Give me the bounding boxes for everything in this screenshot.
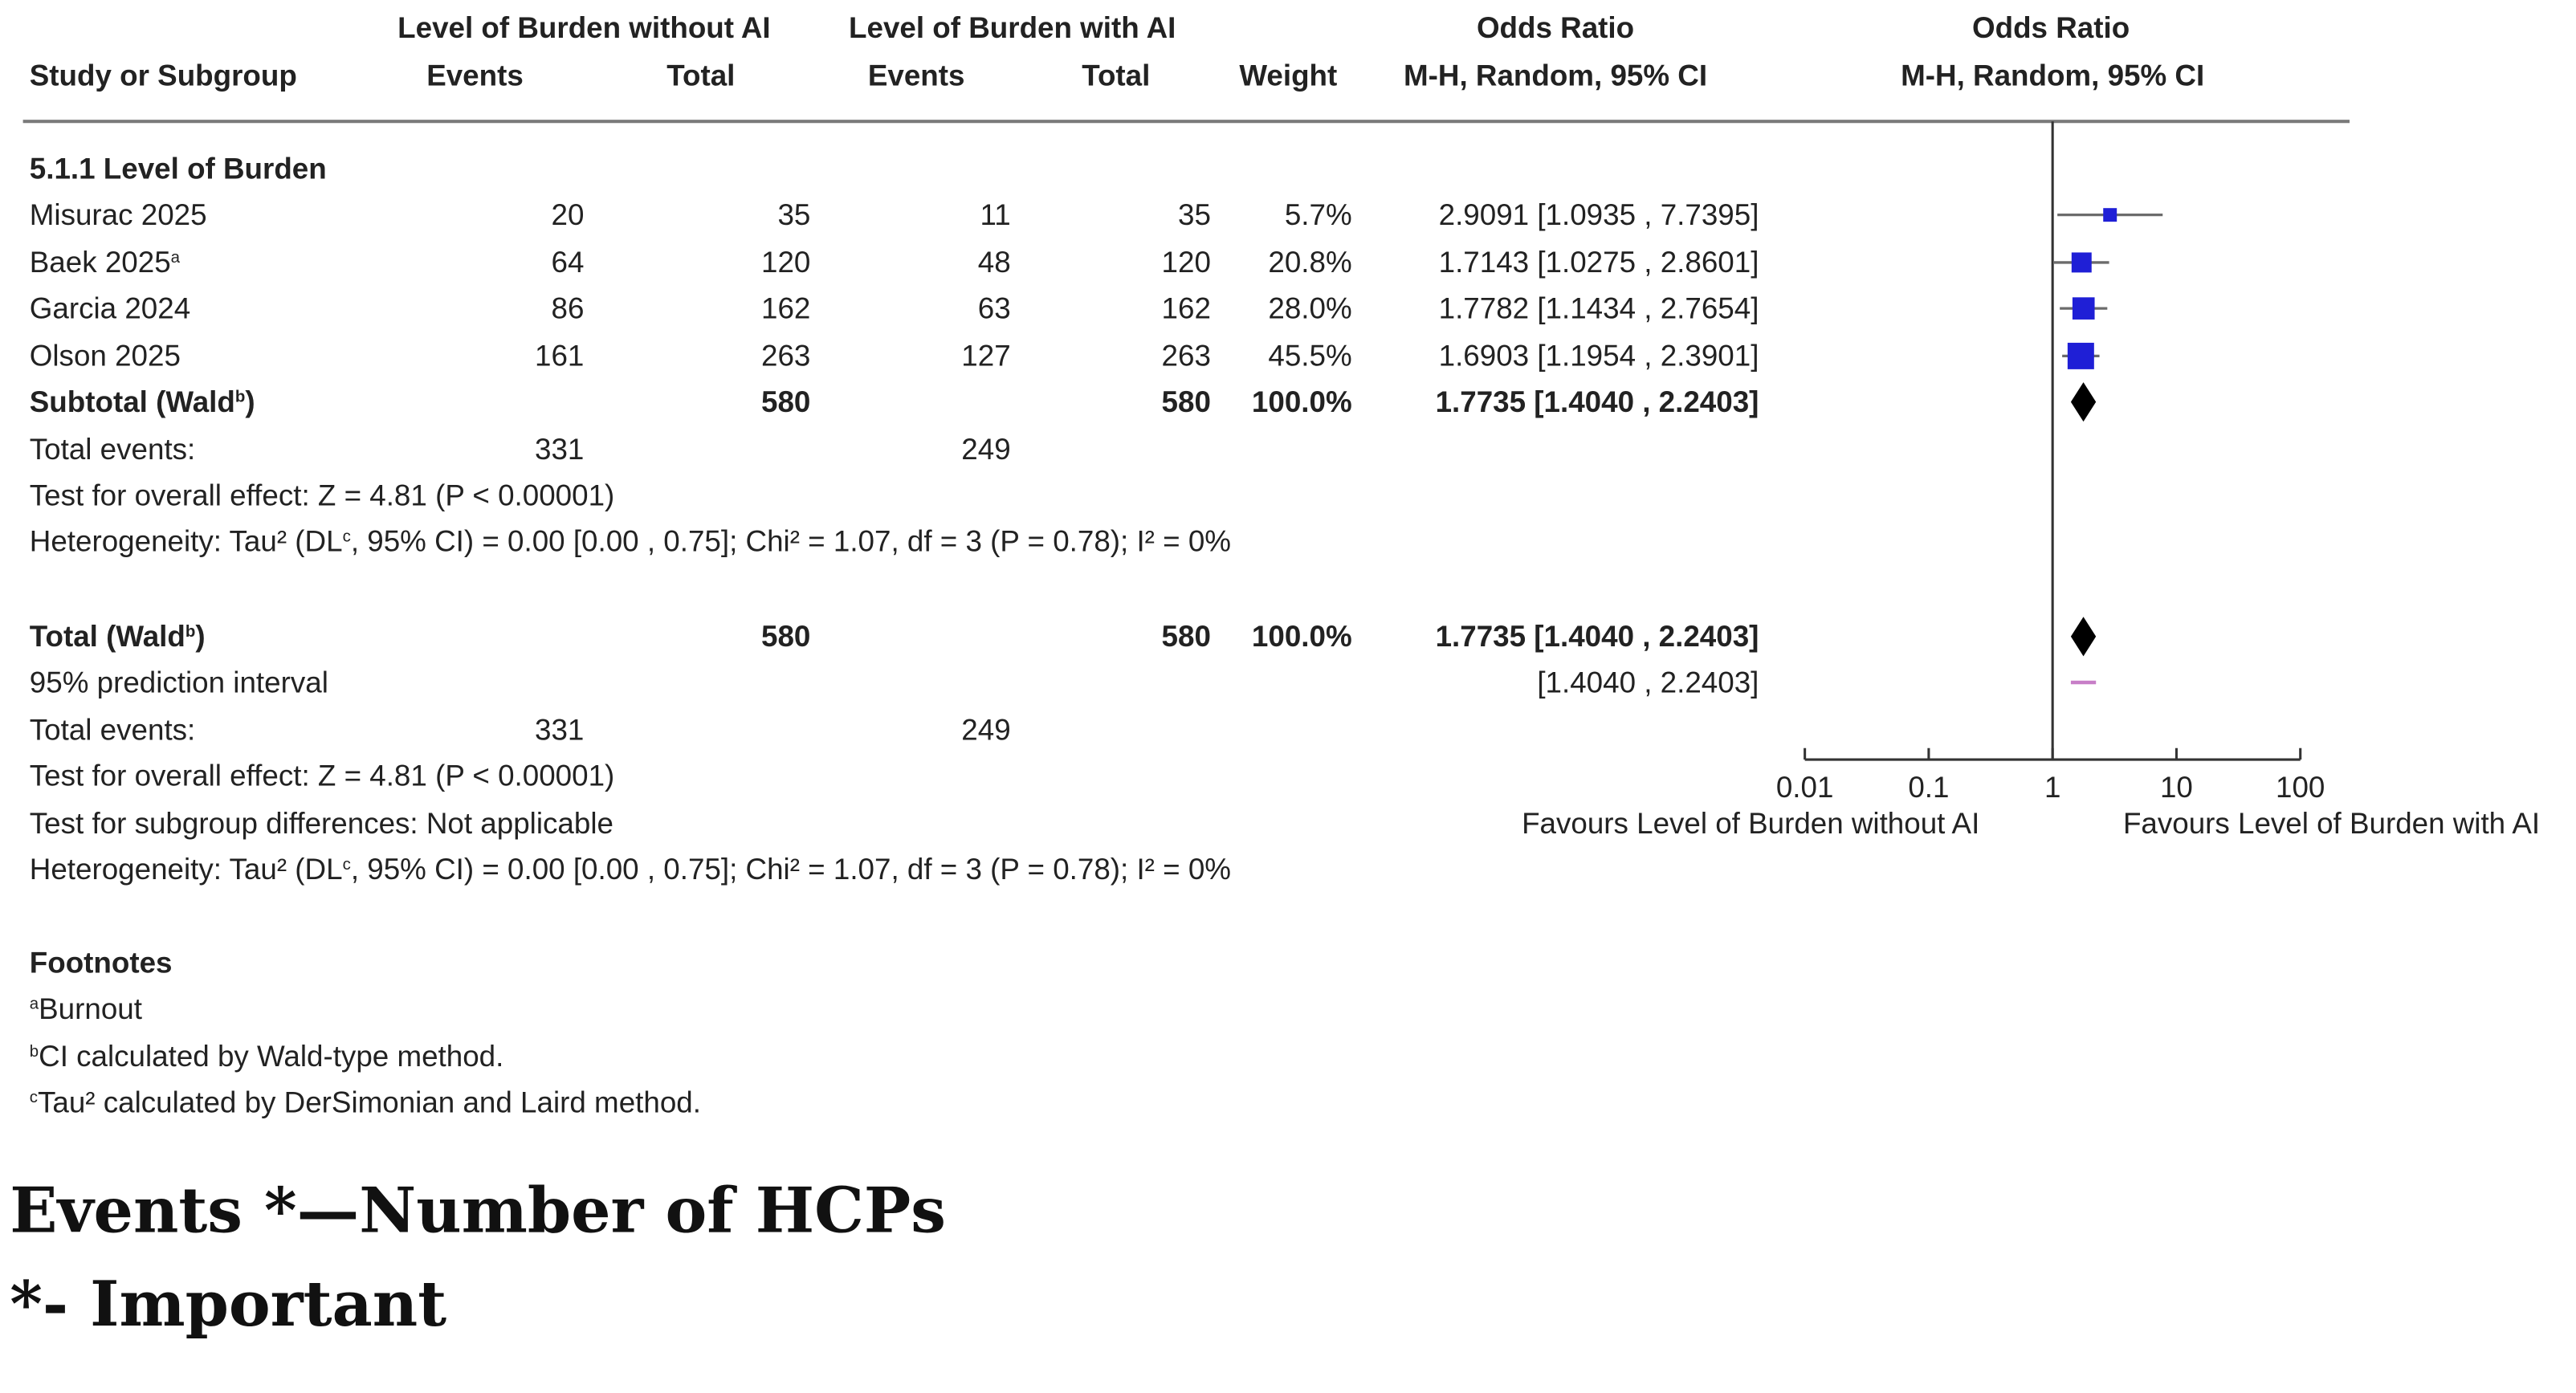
- header-total1: Total: [666, 59, 736, 92]
- header-events1: Events: [426, 59, 524, 92]
- subgroup-heterogeneity: Heterogeneity: Tau² ($DL^c$, 95% CI) = 0.00 [0.00 , 0.75]; Chi² = 1.07, df = 3 (P = 0.78); I² = 0%: [29, 524, 1232, 558]
- study-4-name: Olson 2025: [29, 339, 181, 373]
- total-weight: 100.0%: [1251, 620, 1352, 654]
- study-marks: [2054, 208, 2162, 682]
- header-plot-title: Odds Ratio: [1972, 11, 2130, 45]
- study-2-name: Baek 2025$^a$: [29, 246, 181, 279]
- study-2-total2: 120: [1161, 246, 1211, 279]
- x-tick-label-2: 1: [2044, 771, 2061, 804]
- study-2-weight: 20.8%: [1268, 246, 1352, 279]
- study-3-square: [2073, 297, 2095, 320]
- subtotal-weight: 100.0%: [1251, 385, 1352, 419]
- x-tick-label-0: 0.01: [1775, 771, 1834, 804]
- header-study: Study or Subgroup: [29, 59, 297, 92]
- x-tick-label-4: 100: [2276, 771, 2325, 804]
- study-4-or-text: 1.6903 [1.1954 , 2.3901]: [1438, 339, 1759, 373]
- study-3-events2: 63: [977, 291, 1011, 325]
- study-3-total1: 162: [760, 291, 811, 325]
- header-weight: Weight: [1239, 59, 1338, 92]
- subtotal-total2: 580: [1161, 385, 1211, 419]
- header-group1-title: Level of Burden without AI: [397, 11, 771, 45]
- footnote-b: $^b$CI calculated by Wald-type method.: [29, 1040, 504, 1073]
- total-events-label: Total events:: [29, 713, 196, 747]
- favours-right-label: Favours Level of Burden with AI: [2122, 806, 2541, 840]
- study-3-events1: 86: [551, 291, 585, 325]
- study-2-footnote-mark: a: [170, 249, 181, 268]
- footnotes-title: Footnotes: [29, 946, 173, 980]
- header-or-method: M-H, Random, 95% CI: [1404, 59, 1708, 92]
- total-diamond: [2071, 617, 2096, 656]
- subgroup-overall-effect: Test for overall effect: Z = 4.81 (P < 0.00001): [29, 479, 615, 512]
- study-2-or-text: 1.7143 [1.0275 , 2.8601]: [1438, 246, 1759, 279]
- header-plot-method: M-H, Random, 95% CI: [1901, 59, 2205, 92]
- study-1-events2: 11: [980, 198, 1011, 232]
- study-1-total2: 35: [1178, 198, 1211, 232]
- total-events1: 331: [535, 713, 585, 747]
- header-or-title: Odds Ratio: [1476, 11, 1635, 45]
- header-group2-title: Level of Burden with AI: [849, 11, 1176, 45]
- study-4-weight: 45.5%: [1268, 339, 1352, 373]
- study-1-name: Misurac 2025: [29, 198, 207, 232]
- x-tick-label-3: 10: [2159, 771, 2193, 804]
- study-2-events1: 64: [551, 246, 585, 279]
- subgroup-total-events2: 249: [961, 433, 1011, 466]
- study-1-square: [2103, 208, 2117, 222]
- total-total2: 580: [1161, 620, 1211, 654]
- study-4-square: [2068, 343, 2094, 369]
- study-2-square: [2072, 252, 2092, 272]
- study-1-weight: 5.7%: [1284, 198, 1352, 232]
- subgroup-total-events-label: Total events:: [29, 433, 196, 466]
- header-total2: Total: [1082, 59, 1151, 92]
- study-3-name: Garcia 2024: [29, 291, 191, 325]
- total-total1: 580: [760, 620, 811, 654]
- total-heterogeneity: Heterogeneity: Tau² ($DL^c$, 95% CI) = 0.00 [0.00 , 0.75]; Chi² = 1.07, df = 3 (P = 0.78); I² = 0%: [29, 853, 1232, 886]
- study-3-total2: 162: [1161, 291, 1211, 325]
- subtotal-or: 1.7735 [1.4040 , 2.2403]: [1435, 385, 1759, 419]
- study-4-events1: 161: [535, 339, 585, 373]
- study-4-total1: 263: [760, 339, 811, 373]
- favours-left-label: Favours Level of Burden without AI: [1522, 806, 1980, 840]
- subtotal-diamond: [2071, 382, 2096, 422]
- study-2-events2: 48: [977, 246, 1011, 279]
- prediction-interval-label: 95% prediction interval: [29, 666, 328, 699]
- study-3-or-text: 1.7782 [1.1434 , 2.7654]: [1438, 291, 1759, 325]
- subgroup-title: 5.1.1 Level of Burden: [29, 153, 327, 185]
- subtotal-total1: 580: [760, 385, 811, 419]
- subgroup-differences: Test for subgroup differences: Not applicable: [29, 807, 613, 841]
- study-4-total2: 263: [1161, 339, 1211, 373]
- study-4-events2: 127: [961, 339, 1011, 373]
- prediction-interval-value: [1.4040 , 2.2403]: [1537, 666, 1759, 699]
- x-tick-label-1: 0.1: [1908, 771, 1950, 804]
- total-overall-effect: Test for overall effect: Z = 4.81 (P < 0.00001): [29, 760, 615, 792]
- total-label: Total (Wald$^b$): [29, 620, 206, 654]
- note-events-hcps: Events *—Number of HCPs: [10, 1172, 946, 1247]
- footnote-a: $^a$Burnout: [29, 992, 142, 1026]
- x-axis-ticks: [1776, 748, 2325, 804]
- study-1-total1: 35: [777, 198, 811, 232]
- total-events2: 249: [961, 713, 1011, 747]
- header-events2: Events: [867, 59, 965, 92]
- study-1-events1: 20: [551, 198, 585, 232]
- total-or: 1.7735 [1.4040 , 2.2403]: [1435, 620, 1759, 654]
- note-important: *- Important: [10, 1266, 447, 1341]
- footnote-c: $^c$Tau² calculated by DerSimonian and Laird method.: [29, 1085, 701, 1119]
- study-1-or-text: 2.9091 [1.0935 , 7.7395]: [1438, 198, 1759, 232]
- study-3-weight: 28.0%: [1268, 291, 1352, 325]
- subgroup-total-events1: 331: [535, 433, 585, 466]
- study-2-total1: 120: [760, 246, 811, 279]
- subtotal-label: Subtotal (Wald$^b$): [29, 385, 255, 419]
